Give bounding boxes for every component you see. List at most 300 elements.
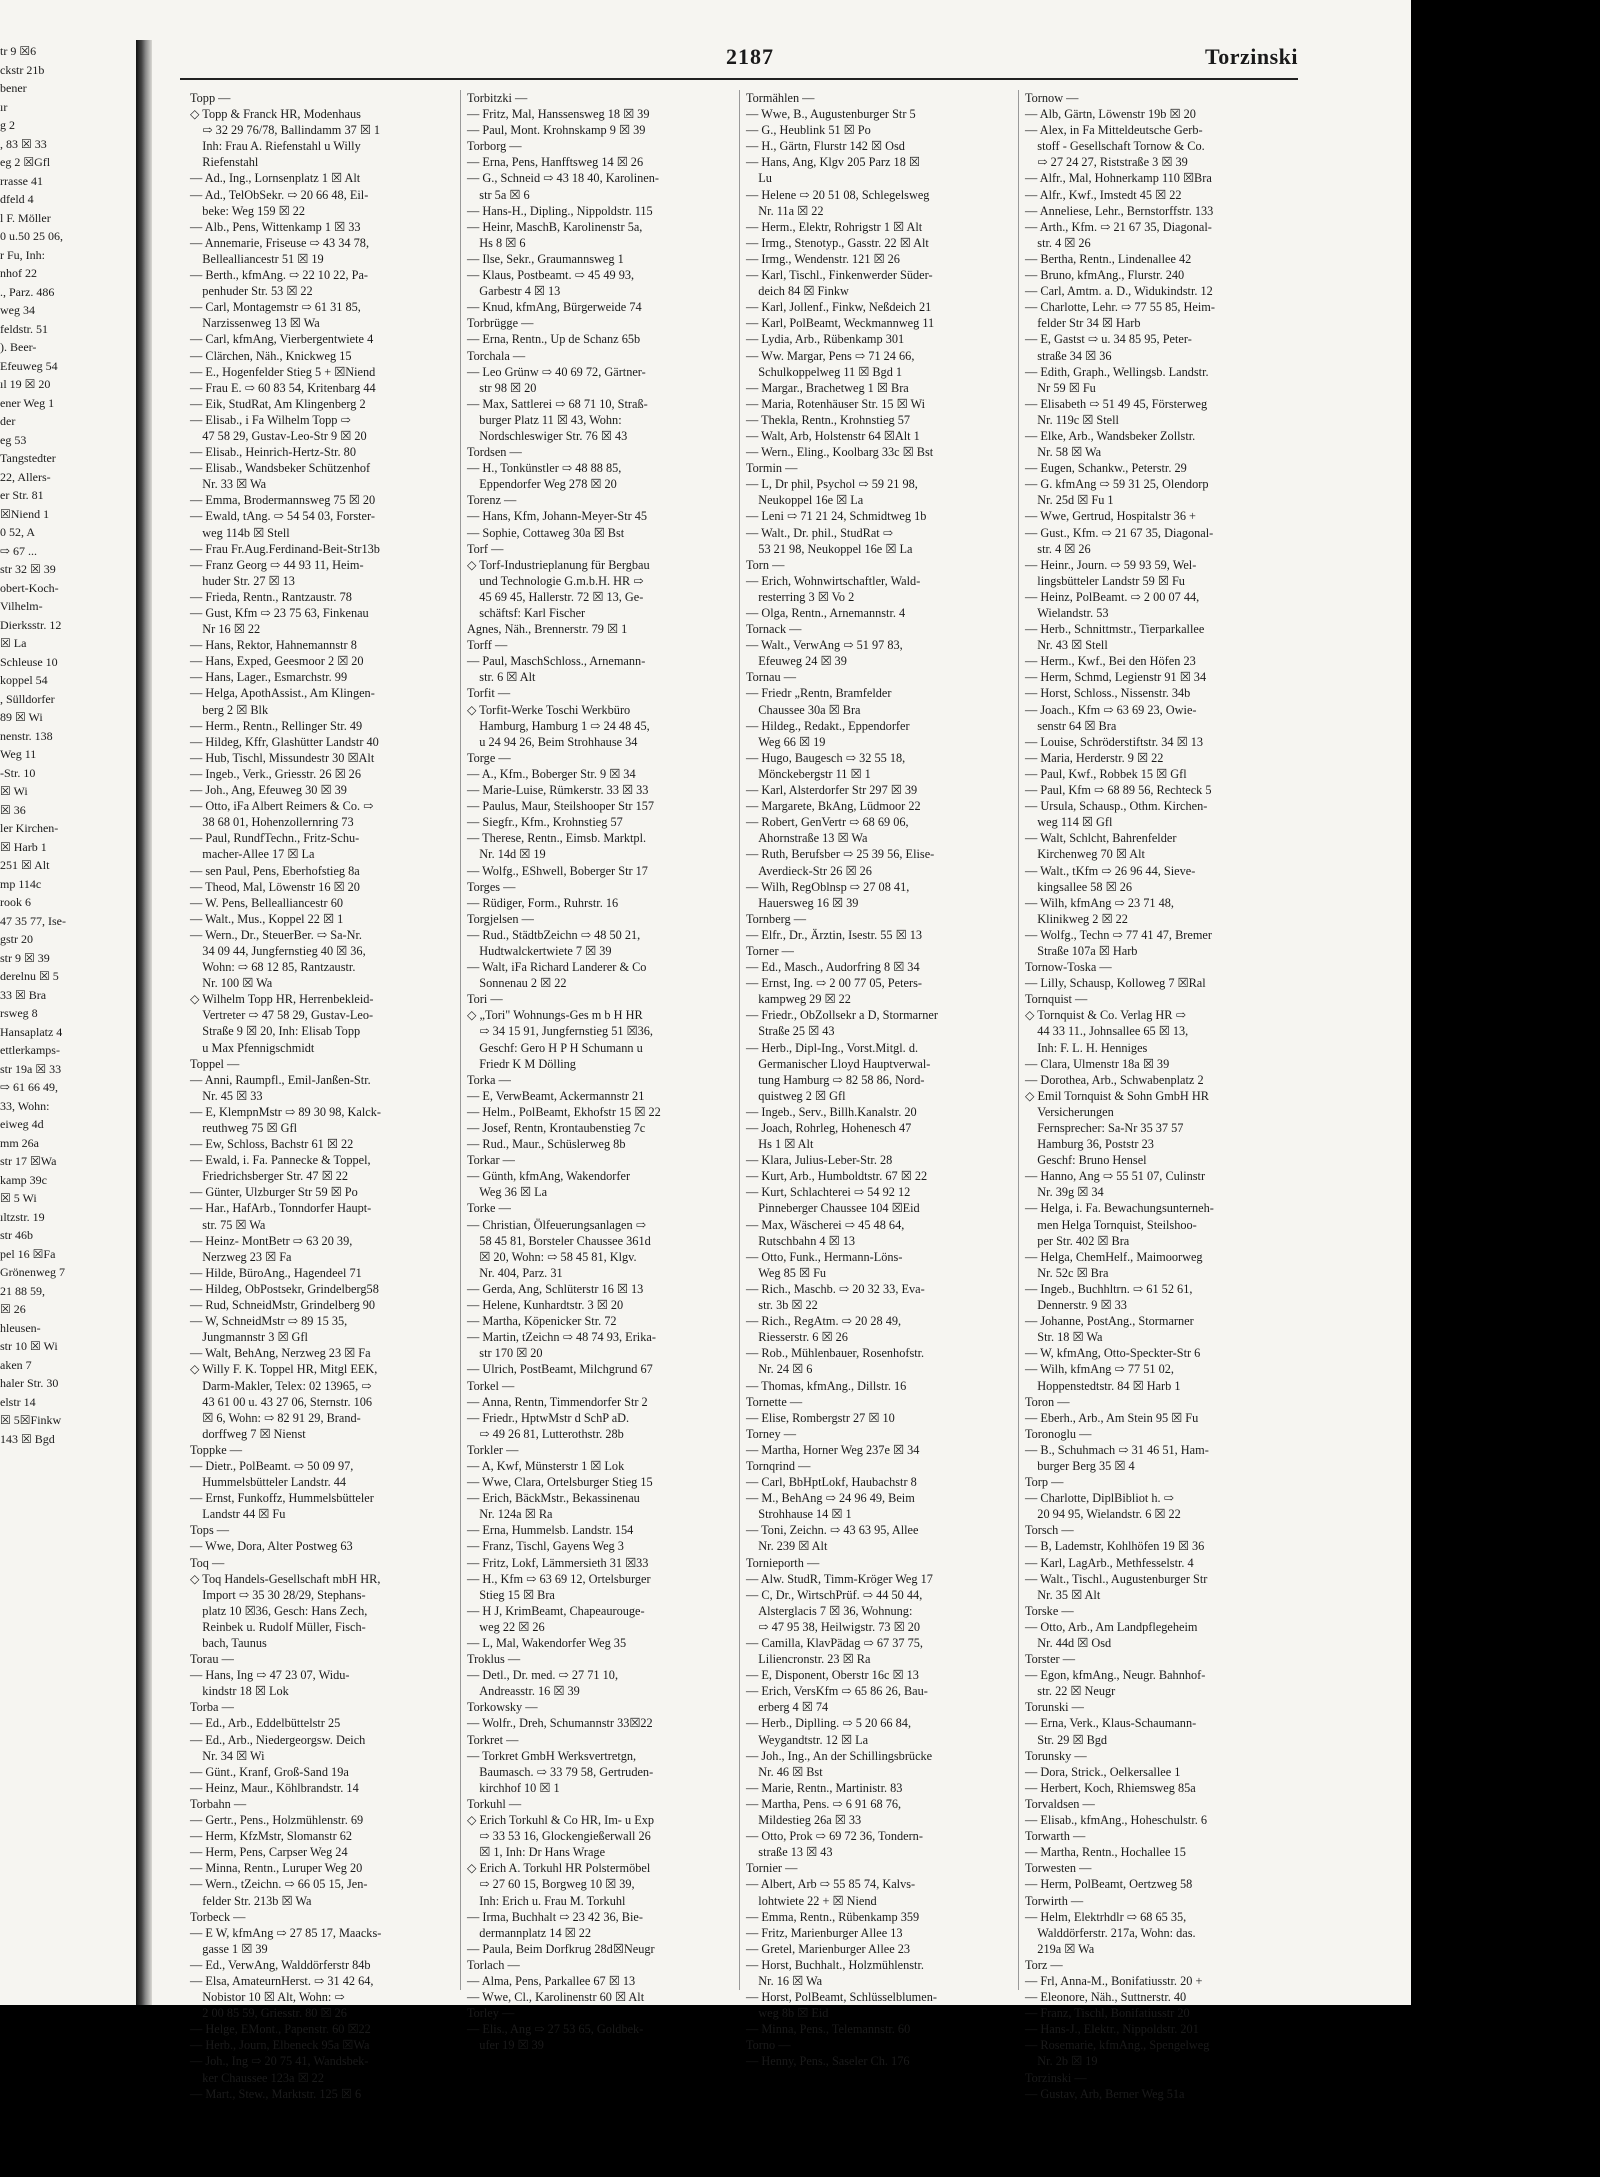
directory-line: — Otto, Prok ⇨ 69 72 36, Tondern- bbox=[746, 1829, 923, 1844]
directory-line: — E, VerwBeamt, Ackermannstr 21 bbox=[467, 1088, 645, 1103]
fragment-line: str 32 ☒ 39 bbox=[0, 562, 56, 576]
fragment-line: rrasse 41 bbox=[0, 173, 43, 188]
directory-line: — Joach., Kfm ⇨ 63 69 23, Owie- bbox=[1025, 702, 1197, 717]
directory-line: Nr. 58 ☒ Wa bbox=[1025, 445, 1102, 460]
directory-line: Eppendorfer Weg 278 ☒ 20 bbox=[467, 477, 617, 492]
fragment-line: 0 u.50 25 06, bbox=[0, 229, 63, 243]
fragment-line: ). Beer- bbox=[0, 340, 37, 354]
directory-line: ⇨ 47 95 38, Heilwigstr. 73 ☒ 20 bbox=[746, 1619, 921, 1634]
directory-line: Torkowsky — bbox=[467, 1700, 538, 1715]
directory-line: — Marie, Rentn., Martinistr. 83 bbox=[746, 1780, 903, 1795]
fragment-line: rook 6 bbox=[0, 895, 31, 909]
directory-line: — W, kfmAng, Otto-Speckter-Str 6 bbox=[1025, 1346, 1201, 1361]
fragment-line: bener bbox=[0, 81, 27, 95]
directory-line: — Therese, Rentn., Eimsb. Marktpl. bbox=[467, 831, 647, 846]
directory-line: Torenz — bbox=[467, 493, 517, 508]
directory-line: — Rud., Maur., Schüslerweg 8b bbox=[467, 1137, 626, 1152]
directory-line: — Eleonore, Näh., Suttnerstr. 40 bbox=[1025, 1990, 1187, 2005]
directory-line: — Wolfg., Techn ⇨ 77 41 47, Bremer bbox=[1025, 927, 1212, 942]
directory-line: ⇨ 27 60 15, Borgweg 10 ☒ 39, bbox=[467, 1877, 635, 1892]
directory-line: — Louise, Schröderstiftstr. 34 ☒ 13 bbox=[1025, 734, 1204, 749]
directory-line: Torba — bbox=[190, 1700, 234, 1715]
directory-line: Nerzweg 23 ☒ Fa bbox=[190, 1249, 292, 1264]
directory-line: Andreasstr. 16 ☒ 39 bbox=[467, 1684, 580, 1699]
directory-line: Ahornstraße 13 ☒ Wa bbox=[746, 831, 868, 846]
directory-line: — Klaus, Postbeamt. ⇨ 45 49 93, bbox=[467, 268, 635, 283]
directory-line: — Leo Grünw ⇨ 40 69 72, Gärtner- bbox=[467, 364, 646, 379]
directory-line: — Helm., PolBeamt, Ekhofstr 15 ☒ 22 bbox=[467, 1104, 661, 1119]
directory-line: — Alw. StudR, Timm-Kröger Weg 17 bbox=[746, 1571, 933, 1586]
directory-line: ☒ 1, Inh: Dr Hans Wrage bbox=[467, 1845, 606, 1860]
directory-line: — Helm, Elektrhdlr ⇨ 68 65 35, bbox=[1025, 1909, 1187, 1924]
directory-line: — Walt., Mus., Koppel 22 ☒ 1 bbox=[190, 911, 344, 926]
directory-line: platz 10 ☒36, Gesch: Hans Zech, bbox=[190, 1603, 368, 1618]
fragment-line: str 10 ☒ Wi bbox=[0, 1339, 58, 1353]
directory-line: stoff - Gesellschaft Tornow & Co. bbox=[1025, 139, 1205, 154]
directory-line: erberg 4 ☒ 74 bbox=[746, 1700, 829, 1715]
directory-line: — Karl, Jollenf., Finkw, Neßdeich 21 bbox=[746, 300, 932, 315]
directory-line: — Heinr., Journ. ⇨ 59 93 59, Wel- bbox=[1025, 557, 1197, 572]
directory-line: — Josef, Rentn, Krontaubenstieg 7c bbox=[467, 1121, 646, 1135]
directory-line: Fernsprecher: Sa-Nr 35 37 57 bbox=[1025, 1121, 1184, 1135]
directory-line: — Maria, Herderstr. 9 ☒ 22 bbox=[1025, 750, 1164, 765]
directory-line: — Walt., Dr. phil., StudRat ⇨ bbox=[746, 525, 894, 540]
directory-line: Kirchenweg 70 ☒ Alt bbox=[1025, 847, 1145, 862]
directory-line: Nr. 43 ☒ Stell bbox=[1025, 638, 1108, 653]
directory-line: Baumasch. ⇨ 33 79 58, Gertruden- bbox=[467, 1764, 654, 1779]
directory-line: — Heinz, Maur., Köhlbrandstr. 14 bbox=[190, 1780, 359, 1795]
directory-line: Toq — bbox=[190, 1555, 225, 1570]
directory-line: ◇ Topp & Franck HR, Modenhaus bbox=[190, 107, 361, 122]
fragment-line: 47 35 77, Ise- bbox=[0, 913, 66, 928]
directory-line: — Rud, SchneidMstr, Grindelberg 90 bbox=[190, 1298, 376, 1313]
directory-line: — Fritz, Mal, Hanssensweg 18 ☒ 39 bbox=[467, 107, 650, 122]
directory-line: — Detl., Dr. med. ⇨ 27 71 10, bbox=[467, 1668, 619, 1683]
directory-line: Torbahn — bbox=[190, 1796, 247, 1811]
directory-line: Tops — bbox=[190, 1523, 230, 1538]
directory-line: — Elis., Ang ⇨ 27 53 65, Goldbek- bbox=[467, 2022, 644, 2037]
directory-line: — Rüdiger, Form., Ruhrstr. 16 bbox=[467, 895, 619, 910]
directory-line: — Eugen, Schankw., Peterstr. 29 bbox=[1025, 461, 1187, 476]
directory-line: und Technologie G.m.b.H. HR ⇨ bbox=[467, 573, 644, 588]
directory-line: — Rosemarie, kfmAng., Spengelweg bbox=[1025, 2038, 1210, 2053]
directory-line: — Hanno, Ang ⇨ 55 51 07, Culinstr bbox=[1025, 1169, 1206, 1184]
fragment-line: eg 53 bbox=[0, 432, 27, 447]
directory-line: Nr. 52c ☒ Bra bbox=[1025, 1265, 1109, 1280]
directory-line: — Albert, Arb ⇨ 55 85 74, Kalvs- bbox=[746, 1877, 916, 1892]
directory-line: — Leni ⇨ 71 21 24, Schmidtweg 1b bbox=[746, 509, 927, 524]
directory-line: Tornow — bbox=[1025, 91, 1079, 105]
column-divider bbox=[739, 90, 740, 1990]
directory-line: — B., Schuhmach ⇨ 31 46 51, Ham- bbox=[1025, 1442, 1209, 1457]
directory-line: Nr. 2b ☒ 19 bbox=[1025, 2054, 1098, 2069]
directory-line: Hs 1 ☒ Alt bbox=[746, 1137, 814, 1152]
directory-line: — Emma, Brodermannsweg 75 ☒ 20 bbox=[190, 493, 376, 508]
directory-column-2 bbox=[467, 90, 737, 2053]
directory-line: Wielandstr. 53 bbox=[1025, 606, 1109, 620]
directory-line: — Rob., Mühlenbauer, Rosenhofstr. bbox=[746, 1346, 925, 1361]
directory-line: Hamburg 36, Poststr 23 bbox=[1025, 1137, 1154, 1152]
directory-line: — E, Disponent, Oberstr 16c ☒ 13 bbox=[746, 1668, 919, 1683]
fragment-line: Vilhelm- bbox=[0, 599, 43, 613]
directory-line: dorffweg 7 ☒ Nienst bbox=[190, 1426, 306, 1441]
directory-line: — Wilh, RegOblnsp ⇨ 27 08 41, bbox=[746, 879, 910, 894]
directory-line: — Walt., tKfm ⇨ 26 96 44, Sieve- bbox=[1025, 863, 1196, 878]
directory-line: beke: Weg 159 ☒ 22 bbox=[190, 203, 305, 218]
directory-line: — Rich., RegAtm. ⇨ 20 28 49, bbox=[746, 1314, 902, 1329]
directory-line: — Irmg., Wendenstr. 121 ☒ 26 bbox=[746, 251, 900, 266]
fragment-line: ☒ 26 bbox=[0, 1302, 26, 1316]
directory-line: — Horst, Schloss., Nissenstr. 34b bbox=[1025, 686, 1191, 701]
directory-line: macher-Allee 17 ☒ La bbox=[190, 847, 315, 862]
directory-line: Nr. 33 ☒ Wa bbox=[190, 477, 267, 492]
directory-line: — E W, kfmAng ⇨ 27 85 17, Maacks- bbox=[190, 1925, 382, 1940]
directory-line: Torgjelsen — bbox=[467, 911, 534, 926]
directory-line: — Elisab., Heinrich-Hertz-Str. 80 bbox=[190, 445, 356, 460]
directory-line: — Ewald, tAng. ⇨ 54 54 03, Forster- bbox=[190, 509, 375, 524]
directory-line: Torff — bbox=[467, 638, 508, 653]
directory-line: str 5a ☒ 6 bbox=[467, 187, 530, 202]
directory-line: Torkret — bbox=[467, 1732, 519, 1747]
directory-line: — Max, Sattlerei ⇨ 68 71 10, Straß- bbox=[467, 396, 648, 411]
directory-line: — Erich, VersKfm ⇨ 65 86 26, Bau- bbox=[746, 1684, 928, 1699]
directory-line: Nr. 35 ☒ Alt bbox=[1025, 1587, 1101, 1602]
directory-line: Torno — bbox=[746, 2038, 791, 2053]
directory-line: — Hilde, BüroAng., Hagendeel 71 bbox=[190, 1265, 362, 1280]
directory-line: Nr. 25d ☒ Fu 1 bbox=[1025, 493, 1114, 508]
fragment-line: Tangstedter bbox=[0, 451, 56, 465]
directory-line: — Elisab., i Fa Wilhelm Topp ⇨ bbox=[190, 412, 351, 427]
directory-line: — Kurt, Schlachterei ⇨ 54 92 12 bbox=[746, 1185, 911, 1200]
directory-line: — Günth, kfmAng, Wakendorfer bbox=[467, 1169, 631, 1184]
directory-line: — Martha, Pens. ⇨ 6 91 68 76, bbox=[746, 1796, 902, 1811]
directory-line: — Anni, Raumpfl., Emil-Janßen-Str. bbox=[190, 1072, 371, 1087]
directory-line: Torunsky — bbox=[1025, 1748, 1087, 1763]
directory-line: Weg 66 ☒ 19 bbox=[746, 734, 826, 749]
directory-line: Nr 16 ☒ 22 bbox=[190, 622, 261, 637]
directory-line: Mildestieg 26a ☒ 33 bbox=[746, 1813, 862, 1828]
directory-line: — Lydia, Arb., Rübenkamp 301 bbox=[746, 332, 905, 347]
directory-line: — Hans, Exped, Geesmoor 2 ☒ 20 bbox=[190, 654, 364, 669]
directory-line: Nr. 100 ☒ Wa bbox=[190, 976, 273, 991]
directory-line: — Hans, Lager., Esmarchstr. 99 bbox=[190, 670, 348, 685]
directory-line: Averdieck-Str 26 ☒ 26 bbox=[746, 863, 872, 878]
directory-line: Nr. 39g ☒ 34 bbox=[1025, 1185, 1104, 1200]
directory-line: — Rich., Maschb. ⇨ 20 32 33, Eva- bbox=[746, 1281, 925, 1296]
fragment-line: eiweg 4d bbox=[0, 1117, 44, 1131]
directory-line: Torn — bbox=[746, 557, 785, 572]
directory-line: Torske — bbox=[1025, 1603, 1074, 1618]
directory-line: — Erna, Rentn., Up de Schanz 65b bbox=[467, 332, 641, 347]
directory-line: penhuder Str. 53 ☒ 22 bbox=[190, 284, 313, 299]
directory-line: — Gustav, Arb, Berner Weg 51a bbox=[1025, 2086, 1185, 2101]
directory-line: — H., Tonkünstler ⇨ 48 88 85, bbox=[467, 461, 622, 476]
directory-line: Liliencronstr. 23 ☒ Ra bbox=[746, 1652, 871, 1667]
fragment-line: hleusen- bbox=[0, 1320, 41, 1335]
directory-line: Nr. 14d ☒ 19 bbox=[467, 847, 546, 862]
directory-line: — W, SchneidMstr ⇨ 89 15 35, bbox=[190, 1314, 348, 1329]
directory-line: — Ed., Masch., Audorfring 8 ☒ 34 bbox=[746, 960, 920, 975]
directory-line: — Henny, Pens., Saseler Ch. 176 bbox=[746, 2054, 910, 2069]
fragment-line: -Str. 10 bbox=[0, 765, 36, 780]
directory-line: — Wwe, Dora, Alter Postweg 63 bbox=[190, 1539, 353, 1554]
directory-line: — Sophie, Cottaweg 30a ☒ Bst bbox=[467, 525, 625, 540]
fragment-line: str 17 ☒Wa bbox=[0, 1154, 57, 1168]
directory-line: — Paul, Mont. Krohnskamp 9 ☒ 39 bbox=[467, 123, 646, 138]
directory-line: — Walt, Arb, Holstenstr 64 ☒Alt 1 bbox=[746, 428, 920, 443]
directory-line: lohtwiete 22 + ☒ Niend bbox=[746, 1893, 877, 1908]
directory-line: — Hub, Tischl, Missundestr 30 ☒Alt bbox=[190, 750, 375, 765]
directory-line: Nr. 16 ☒ Wa bbox=[746, 1973, 823, 1988]
directory-line: — L, Dr phil, Psychol ⇨ 59 21 98, bbox=[746, 477, 918, 492]
directory-line: Pinneberger Chaussee 104 ☒Eid bbox=[746, 1201, 920, 1216]
fragment-line: Hansaplatz 4 bbox=[0, 1024, 63, 1039]
directory-line: ufer 19 ☒ 39 bbox=[467, 2038, 544, 2053]
directory-line: — Clara, Ulmenstr 18a ☒ 39 bbox=[1025, 1056, 1170, 1071]
fragment-line: aken 7 bbox=[0, 1357, 32, 1372]
directory-line: Chaussee 30a ☒ Bra bbox=[746, 702, 861, 717]
directory-line: — Ew, Schloss, Bachstr 61 ☒ 22 bbox=[190, 1137, 354, 1152]
directory-line: weg 114b ☒ Stell bbox=[190, 525, 290, 540]
directory-line: Nr. 404, Parz. 31 bbox=[467, 1265, 563, 1280]
directory-line: — Erna, Verk., Klaus-Schaumann- bbox=[1025, 1716, 1197, 1731]
directory-line: Friedr K M Dölling bbox=[467, 1056, 576, 1071]
directory-line: schäftsf: Karl Fischer bbox=[467, 606, 586, 620]
directory-line: ◇ Torf-Industrieplanung für Bergbau bbox=[467, 557, 650, 572]
directory-line: Torner — bbox=[746, 943, 794, 958]
directory-line: ◇ Tornquist & Co. Verlag HR ⇨ bbox=[1025, 1008, 1186, 1023]
directory-line: — Herb., Journ, Elbeneck 95a ☒Wa bbox=[190, 2038, 370, 2053]
directory-line: — Frau E. ⇨ 60 83 54, Kritenbarg 44 bbox=[190, 380, 376, 395]
directory-line: — Paula, Beim Dorfkrug 28d☒Neugr bbox=[467, 1941, 655, 1956]
directory-line: Tormin — bbox=[746, 461, 798, 476]
directory-line: Friedrichsberger Str. 47 ☒ 22 bbox=[190, 1169, 348, 1184]
directory-line: — Herm, Schmd, Legienstr 91 ☒ 34 bbox=[1025, 670, 1207, 685]
directory-line: Troklus — bbox=[467, 1652, 521, 1667]
directory-line: u Max Pfennigschmidt bbox=[190, 1040, 315, 1055]
directory-line: — C, Dr., WirtschPrüf. ⇨ 44 50 44, bbox=[746, 1587, 923, 1602]
directory-line: — Ed., Arb., Eddelbüttelstr 25 bbox=[190, 1716, 341, 1731]
directory-line: — Charlotte, Lehr. ⇨ 77 55 85, Heim- bbox=[1025, 300, 1215, 315]
directory-line: — Günter, Ulzburger Str 59 ☒ Po bbox=[190, 1185, 358, 1200]
directory-line: — Paul, RundfTechn., Fritz-Schu- bbox=[190, 831, 360, 846]
directory-line: — Walt, iFa Richard Landerer & Co bbox=[467, 960, 647, 975]
directory-line: ◇ Emil Tornquist & Sohn GmbH HR bbox=[1025, 1088, 1209, 1103]
directory-line: — Rud., StädtbZeichn ⇨ 48 50 21, bbox=[467, 927, 641, 942]
directory-line: — Charlotte, DiplBibliot h. ⇨ bbox=[1025, 1491, 1174, 1506]
previous-page-fragment bbox=[0, 42, 136, 2002]
directory-line: — Hildeg, Kffr, Glashütter Landstr 40 bbox=[190, 734, 379, 749]
directory-line: Vertreter ⇨ 47 58 29, Gustav-Leo- bbox=[190, 1008, 374, 1023]
directory-line: — Alb., Pens, Wittenkamp 1 ☒ 33 bbox=[190, 219, 361, 234]
fragment-line: ☒ Wi bbox=[0, 784, 28, 798]
directory-line: — Margarete, BkAng, Lüdmoor 22 bbox=[746, 799, 921, 814]
directory-line: Torkar — bbox=[467, 1153, 515, 1168]
directory-line: — Wilh, kfmAng ⇨ 23 71 48, bbox=[1025, 895, 1174, 910]
directory-line: — Horst, Buchhalt., Holzmühlenstr. bbox=[746, 1957, 924, 1972]
directory-line: — Wern., tZeichn. ⇨ 66 05 15, Jen- bbox=[190, 1877, 368, 1892]
directory-line: — Carl, BbHptLokf, Haubachstr 8 bbox=[746, 1475, 917, 1490]
directory-line: — sen Paul, Pens, Eberhofstieg 8a bbox=[190, 863, 360, 878]
directory-line: — Ingeb., Serv., Billh.Kanalstr. 20 bbox=[746, 1104, 917, 1119]
directory-line: str. 75 ☒ Wa bbox=[190, 1217, 266, 1232]
directory-line: Torka — bbox=[467, 1072, 511, 1087]
directory-line: — Bruno, kfmAng., Flurstr. 240 bbox=[1025, 268, 1185, 283]
directory-line: Torwarth — bbox=[1025, 1829, 1086, 1844]
directory-line: Schulkoppelweg 11 ☒ Bgd 1 bbox=[746, 364, 903, 379]
directory-line: — Edith, Graph., Wellingsb. Landstr. bbox=[1025, 364, 1209, 379]
directory-line: — Herm., Elektr, Rohrigstr 1 ☒ Alt bbox=[746, 219, 923, 234]
directory-line: resterring 3 ☒ Vo 2 bbox=[746, 589, 855, 604]
directory-line: — Walt, BehAng, Nerzweg 23 ☒ Fa bbox=[190, 1346, 371, 1361]
directory-line: — Helene ⇨ 20 51 08, Schlegelsweg bbox=[746, 187, 930, 202]
directory-line: — Emma, Rentn., Rübenkamp 359 bbox=[746, 1909, 920, 1924]
directory-line: — Knud, kfmAng, Bürgerweide 74 bbox=[467, 300, 642, 315]
directory-line: Hoppenstedtstr. 84 ☒ Harb 1 bbox=[1025, 1378, 1181, 1393]
directory-line: — Helga, ApothAssist., Am Klingen- bbox=[190, 686, 375, 701]
directory-line: — Carl, kfmAng, Vierbergentwiete 4 bbox=[190, 332, 374, 347]
directory-line: — Gretel, Marienburger Allee 23 bbox=[746, 1941, 911, 1956]
directory-line: — Ingeb., Verk., Griesstr. 26 ☒ 26 bbox=[190, 766, 361, 781]
directory-line: Torzinski — bbox=[1025, 2070, 1087, 2085]
directory-line: burger Platz 11 ☒ 43, Wohn: bbox=[467, 412, 622, 427]
directory-line: — Elfr., Dr., Ärztin, Isestr. 55 ☒ 13 bbox=[746, 927, 922, 942]
fragment-line: ıl 19 ☒ 20 bbox=[0, 377, 51, 391]
directory-line: — Martin, tZeichn ⇨ 48 74 93, Erika- bbox=[467, 1330, 656, 1345]
directory-line: — Erich, Wohnwirtschaftler, Wald- bbox=[746, 573, 921, 588]
directory-line: Nobistor 10 ☒ Alt, Wohn: ⇨ bbox=[190, 1990, 345, 2005]
directory-line: Torney — bbox=[746, 1426, 797, 1441]
directory-line: — Elisab., kfmAng., Hoheschulstr. 6 bbox=[1025, 1813, 1208, 1828]
directory-line: — Margar., Brachetweg 1 ☒ Bra bbox=[746, 380, 909, 395]
directory-line: Topp — bbox=[190, 91, 231, 105]
directory-line: ◇ Wilhelm Topp HR, Herrenbekleid- bbox=[190, 992, 374, 1007]
directory-line: — Carl, Amtm. a. D., Widukindstr. 12 bbox=[1025, 284, 1213, 299]
directory-line: bach, Taunus bbox=[190, 1636, 267, 1650]
directory-line: Rutschbahn 4 ☒ 13 bbox=[746, 1233, 856, 1248]
directory-line: — Annemarie, Friseuse ⇨ 43 34 78, bbox=[190, 235, 370, 250]
directory-line: — Ewald, i. Fa. Pannecke & Toppel, bbox=[190, 1153, 371, 1168]
directory-line: Str. 29 ☒ Bgd bbox=[1025, 1732, 1108, 1747]
directory-line: Lu bbox=[746, 171, 772, 186]
directory-line: per Str. 402 ☒ Bra bbox=[1025, 1233, 1130, 1248]
directory-line: — Walt., Tischl., Augustenburger Str bbox=[1025, 1571, 1208, 1586]
directory-line: Efeuweg 24 ☒ 39 bbox=[746, 654, 847, 669]
directory-line: Torley — bbox=[467, 2006, 515, 2021]
directory-line: — Ruth, Berufsber ⇨ 25 39 56, Elise- bbox=[746, 847, 935, 862]
fragment-line: eg 2 ☒Gfl bbox=[0, 155, 51, 169]
directory-line: — Ilse, Sekr., Graumannsweg 1 bbox=[467, 251, 624, 266]
directory-line: Toron — bbox=[1025, 1394, 1070, 1409]
directory-line: str. 3b ☒ 22 bbox=[746, 1298, 818, 1313]
directory-line: — Alb, Gärtn, Löwenstr 19b ☒ 20 bbox=[1025, 107, 1196, 122]
fragment-line: ☒ 5 Wi bbox=[0, 1191, 37, 1205]
directory-line: 47 58 29, Gustav-Leo-Str 9 ☒ 20 bbox=[190, 428, 367, 443]
directory-line: — Alex, in Fa Mitteldeutsche Gerb- bbox=[1025, 123, 1203, 138]
directory-line: — Hildeg., Redakt., Eppendorfer bbox=[746, 718, 910, 733]
directory-line: — Maria, Rotenhäuser Str. 15 ☒ Wi bbox=[746, 396, 926, 411]
fragment-line: 33, Wohn: bbox=[0, 1098, 50, 1113]
directory-line: — Otto, iFa Albert Reimers & Co. ⇨ bbox=[190, 799, 374, 814]
fragment-line: tr 9 ☒6 bbox=[0, 44, 37, 58]
directory-line: — Herm, Pens, Carpser Weg 24 bbox=[190, 1845, 348, 1860]
directory-line: kingsallee 58 ☒ 26 bbox=[1025, 879, 1132, 894]
directory-line: Hauersweg 16 ☒ 39 bbox=[746, 895, 859, 910]
fragment-line: ☒ 36 bbox=[0, 802, 26, 817]
directory-line: — Irma, Buchhalt ⇨ 23 42 36, Bie- bbox=[467, 1909, 643, 1924]
directory-line: Torster — bbox=[1025, 1652, 1076, 1667]
directory-line: Import ⇨ 35 30 28/29, Stephans- bbox=[190, 1587, 366, 1602]
directory-line: Reinbek u. Rudolf Müller, Fisch- bbox=[190, 1619, 366, 1634]
directory-line: — Herm., Rentn., Rellinger Str. 49 bbox=[190, 718, 363, 733]
directory-line: — Erna, Hummelsb. Landstr. 154 bbox=[467, 1523, 634, 1538]
directory-line: — Dora, Strick., Oelkersallee 1 bbox=[1025, 1764, 1181, 1779]
directory-line: — Hugo, Baugesch ⇨ 32 55 18, bbox=[746, 750, 906, 765]
directory-line: — Minna, Pens., Telemannstr. 60 bbox=[746, 2022, 911, 2037]
directory-line: — Wern., Dr., SteuerBer. ⇨ Sa-Nr. bbox=[190, 927, 362, 942]
directory-line: Walddörferstr. 217a, Wohn: das. bbox=[1025, 1925, 1196, 1940]
directory-line: — Herb., Dipl-Ing., Vorst.Mitgl. d. bbox=[746, 1040, 919, 1055]
fragment-line: Efeuweg 54 bbox=[0, 358, 58, 373]
directory-line: — G., Schneid ⇨ 43 18 40, Karolinen- bbox=[467, 171, 659, 186]
directory-line: Tornier — bbox=[746, 1861, 798, 1876]
directory-line: weg 114 ☒ Gfl bbox=[1025, 815, 1113, 830]
fragment-line: 143 ☒ Bgd bbox=[0, 1431, 55, 1446]
directory-line: — Heinr, MaschB, Karolinenstr 5a, bbox=[467, 219, 643, 234]
directory-line: kampweg 29 ☒ 22 bbox=[746, 992, 851, 1007]
directory-line: weg 8b ☒ Eid bbox=[746, 2006, 829, 2021]
page-number: 2187 bbox=[726, 44, 774, 69]
fragment-line: 251 ☒ Alt bbox=[0, 858, 50, 872]
directory-line: ◇ Toq Handels-Gesellschaft mbH HR, bbox=[190, 1571, 381, 1586]
directory-line: Sonnenau 2 ☒ 22 bbox=[467, 976, 567, 991]
directory-line: Straße 9 ☒ 20, Inh: Elisab Topp bbox=[190, 1024, 361, 1039]
directory-line: ◇ Erich Torkuhl & Co HR, Im- u Exp bbox=[467, 1813, 654, 1828]
fragment-line: er Str. 81 bbox=[0, 488, 44, 502]
directory-line: — Thomas, kfmAng., Dillstr. 16 bbox=[746, 1378, 907, 1393]
directory-line: — Joh., Ing ⇨ 20 75 41, Wandsbek- bbox=[190, 2054, 369, 2069]
fragment-line: 22, Allers- bbox=[0, 469, 51, 484]
directory-line: — Karl, PolBeamt, Weckmannweg 11 bbox=[746, 316, 935, 331]
directory-line: felder Str 34 ☒ Harb bbox=[1025, 316, 1141, 331]
directory-line: — Paul, MaschSchloss., Arnemann- bbox=[467, 654, 646, 669]
directory-line: — Ed., VerwAng, Walddörferstr 84b bbox=[190, 1957, 371, 1972]
directory-line: — Herb., Diplling. ⇨ 5 20 66 84, bbox=[746, 1716, 912, 1731]
directory-line: berg 2 ☒ Blk bbox=[190, 702, 269, 717]
fragment-line: koppel 54 bbox=[0, 673, 48, 687]
directory-line: Alsterglacis 7 ☒ 36, Wohnung: bbox=[746, 1603, 913, 1618]
directory-line: straße 34 ☒ 36 bbox=[1025, 348, 1112, 363]
directory-line: — Alfr., Kwf., Imstedt 45 ☒ 22 bbox=[1025, 187, 1182, 202]
directory-line: — H J, KrimBeamt, Chapeaurouge- bbox=[467, 1603, 645, 1618]
directory-line: — Clärchen, Näh., Knickweg 15 bbox=[190, 348, 352, 363]
directory-line: — Heinz, PolBeamt. ⇨ 2 00 07 44, bbox=[1025, 589, 1200, 604]
directory-line: Torkler — bbox=[467, 1442, 519, 1457]
fragment-line: ıltzstr. 19 bbox=[0, 1209, 45, 1224]
directory-line: — Toni, Zeichn. ⇨ 43 63 95, Allee bbox=[746, 1523, 919, 1538]
directory-line: Weygandtstr. 12 ☒ La bbox=[746, 1732, 869, 1747]
directory-line: str. 6 ☒ Alt bbox=[467, 670, 536, 685]
directory-line: — Minna, Rentn., Luruper Weg 20 bbox=[190, 1861, 363, 1876]
fragment-line: elstr 14 bbox=[0, 1394, 36, 1409]
directory-line: — Theod, Mal, Löwenstr 16 ☒ 20 bbox=[190, 879, 360, 894]
directory-line: kirchhof 10 ☒ 1 bbox=[467, 1780, 560, 1795]
directory-line: Tori — bbox=[467, 992, 503, 1007]
fragment-line: obert-Koch- bbox=[0, 580, 59, 595]
directory-line: — Friedr., HptwMstr d SchP aD. bbox=[467, 1410, 630, 1425]
directory-line: Inh: F. L. H. Henniges bbox=[1025, 1040, 1148, 1055]
directory-line: Inh: Frau A. Riefenstahl u Willy bbox=[190, 139, 361, 154]
